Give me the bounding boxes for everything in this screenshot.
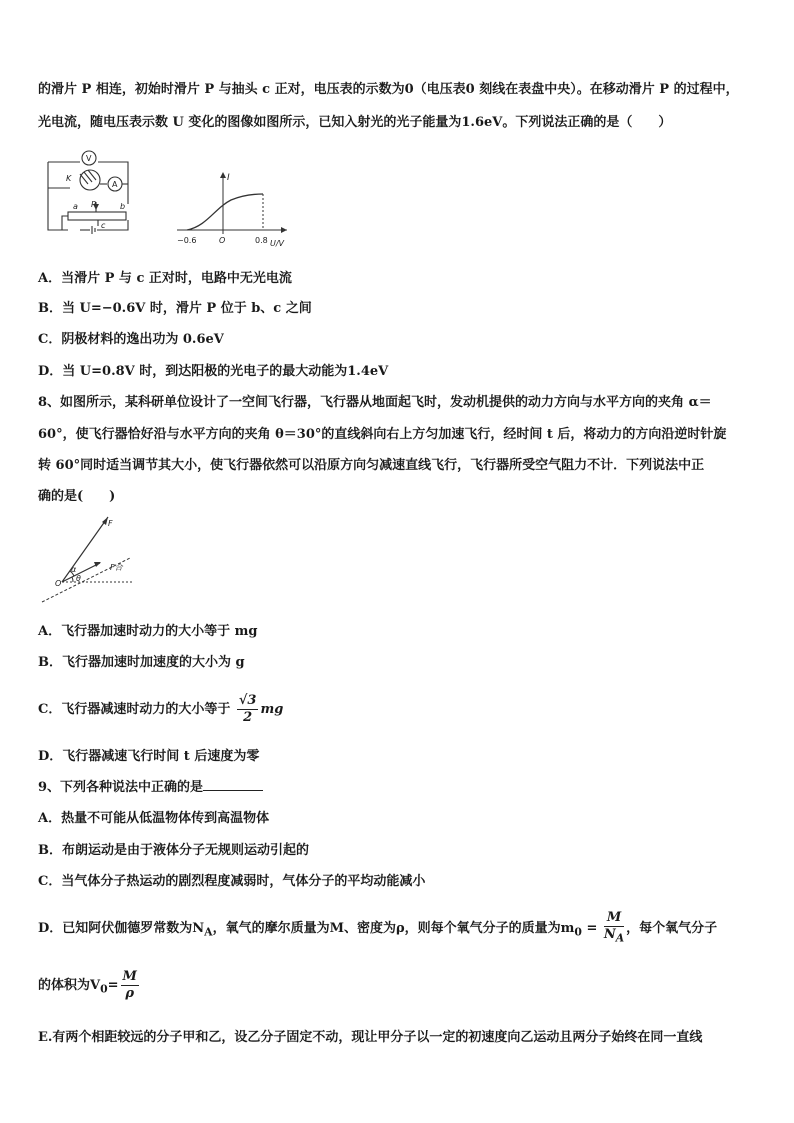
q7-option-c: C．阴极材料的逸出功为 0.6eV <box>38 332 224 347</box>
q8-option-c-unit: mg <box>260 702 284 717</box>
angle-alpha-label: α <box>71 565 77 574</box>
origin-o-label: O <box>55 579 62 588</box>
q9-option-e: E.有两个相距较远的分子甲和乙，设乙分子固定不动，现让甲分子以一定的初速度向乙运动且两分子始终在同一直线 <box>38 1030 703 1045</box>
axis-i-label: I <box>227 173 230 183</box>
ammeter-label: A <box>112 180 118 189</box>
q7-stem-line2: 光电流，随电压表示数 U 变化的图像如图所示，已知入射光的光子能量为1.6eV。下列说法正确的是（ ） <box>38 115 672 130</box>
q7-iu-graph <box>175 168 295 250</box>
tick-neg-label: −0.6 <box>177 236 197 245</box>
q7-option-d: D．当 U=0.8V 时，到达阳极的光电子的最大动能为1.4eV <box>38 364 389 379</box>
q9-option-d-line2: 的体积为$V_0=$ $\frac{M}{\rho}$ <box>38 969 137 1001</box>
voltmeter-label: V <box>86 154 92 163</box>
q8-stem-line1: 8、如图所示，某科研单位设计了一空间飞行器，飞行器从地面起飞时，发动机提供的动力方向与水平方向的夹角 α＝ <box>38 395 712 410</box>
q7-circuit-diagram <box>40 148 140 248</box>
q7-stem-line1: 的滑片 P 相连，初始时滑片 P 与抽头 c 正对，电压表的示数为0（电压表0 刻线在表盘中央）。在移动滑片 P 的过程中， <box>38 82 739 97</box>
tap-c-label: c <box>101 221 106 230</box>
molecule-mass-fraction: $\frac{M}{N_A}$ <box>603 910 625 945</box>
angle-theta-label: θ <box>76 574 81 583</box>
tick-pos-label: 0.8 <box>255 236 268 245</box>
answer-blank <box>203 778 263 791</box>
end-a-label: a <box>73 202 78 211</box>
q9-stem: 9、下列各种说法中正确的是 <box>38 778 760 798</box>
q9-option-b: B．布朗运动是由于液体分子无规则运动引起的 <box>38 843 309 858</box>
molecule-volume-fraction: $\frac{M}{\rho}$ <box>122 969 137 1001</box>
q8-option-c-text: C．飞行器减速时动力的大小等于 <box>38 702 231 717</box>
sqrt3-over-2-fraction: $\frac{√3}{2}$ <box>238 693 257 725</box>
q9-option-c: C．当气体分子热运动的剧烈程度减弱时，气体分子的平均动能减小 <box>38 874 426 889</box>
cathode-label: K <box>66 174 72 183</box>
axis-u-label: U/V <box>270 239 285 248</box>
origin-label: O <box>219 236 226 245</box>
q8-force-diagram <box>40 512 140 607</box>
q8-option-d: D．飞行器减速飞行时间 t 后速度为零 <box>38 749 260 764</box>
force-f-label: F <box>108 519 113 528</box>
q8-option-b: B．飞行器加速时加速度的大小为 g <box>38 655 245 670</box>
q7-option-b: B．当 U=−0.6V 时，滑片 P 位于 b、c 之间 <box>38 301 312 316</box>
q7-option-a: A．当滑片 P 与 c 正对时，电路中无光电流 <box>38 271 292 286</box>
q8-option-c <box>38 692 760 728</box>
q9-option-d: D．已知阿伏伽德罗常数为$N_A$，氧气的摩尔质量为M、密度为ρ，则每个氧气分子的质量为$m_0$ = $\frac{M}{N_A}$ ，每个氧气分子 <box>38 910 718 945</box>
q9-option-a: A．热量不可能从低温物体传到高温物体 <box>38 811 270 826</box>
q8-stem-line3: 转 60°同时适当调节其大小，使飞行器依然可以沿原方向匀减速直线飞行，飞行器所受空气阻力不计．下列说法中正 <box>38 458 705 473</box>
q8-option-a: A．飞行器加速时动力的大小等于 mg <box>38 624 258 639</box>
end-b-label: b <box>120 202 126 211</box>
q8-stem-line4: 确的是( ) <box>38 489 116 504</box>
slider-p-label: P <box>91 200 96 209</box>
net-force-label: F合 <box>110 563 123 572</box>
q8-stem-line2: 60°，使飞行器恰好沿与水平方向的夹角 θ＝30°的直线斜向右上方匀加速飞行，经时间 t 后，将动力的方向沿逆时针旋 <box>38 427 727 442</box>
